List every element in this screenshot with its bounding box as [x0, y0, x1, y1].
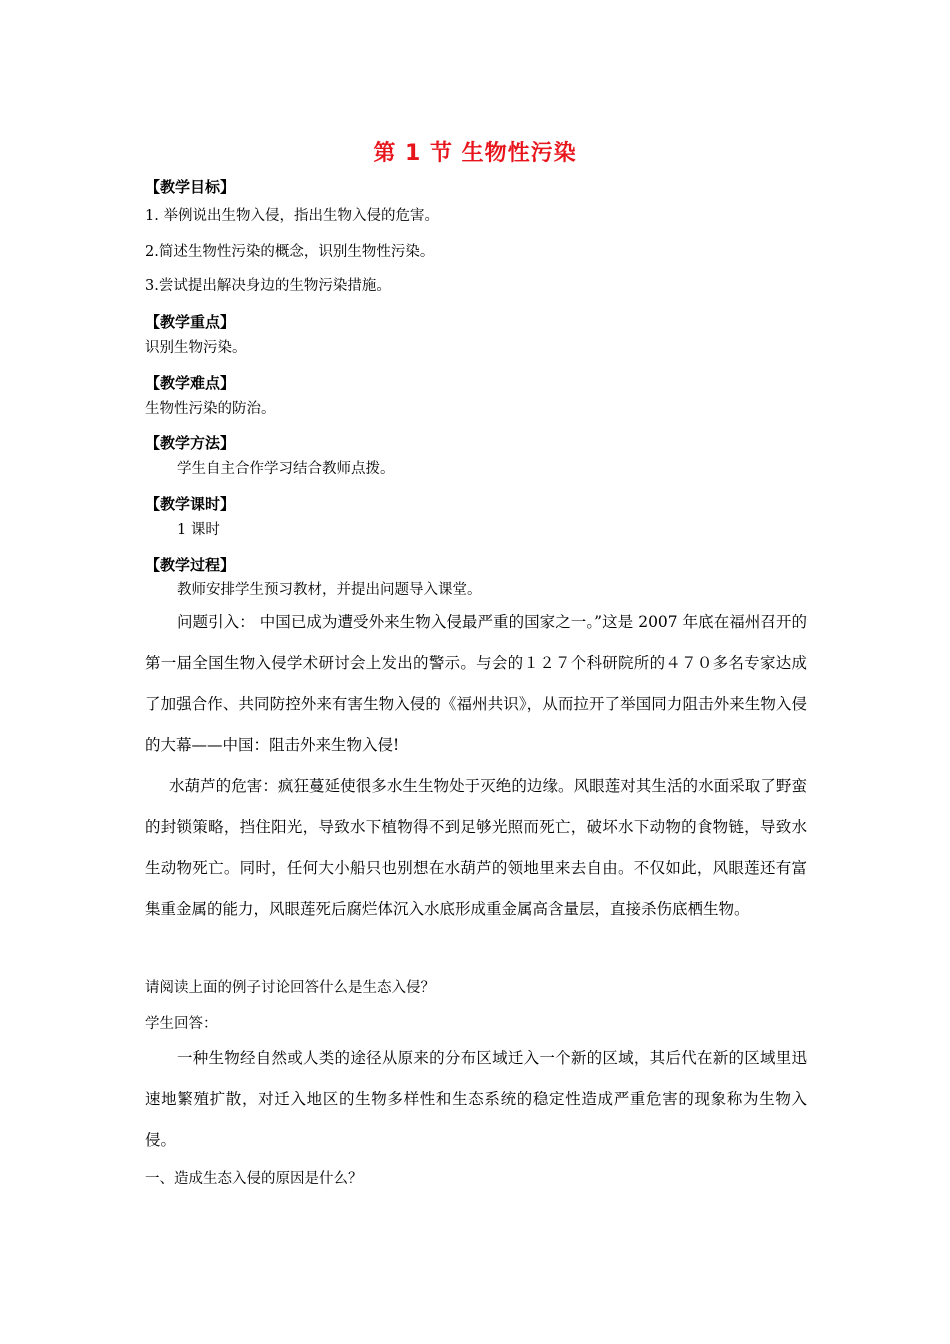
definition-paragraph: 一种生物经自然或人类的途径从原来的分布区域迁入一个新的区域，其后代在新的区域里迅速地繁殖扩散，对迁入地区的生物多样性和生态系统的稳定性造成严重危害的现象称为生物入侵。 [145, 1049, 807, 1149]
process-heading: 【教学过程】 [145, 556, 236, 574]
water-hyacinth-paragraph: 水葫芦的危害：疯狂蔓延使很多水生生物处于灭绝的边缘。风眼莲对其生活的水面采取了野蛮的封锁策略，挡住阳光，导致水下植物得不到足够光照而死亡，破坏水下动物的食物链，导致水生动物死亡。同时，任何大小船只也别想在水葫芦的领地里来去自由。不仅如此，风眼莲还有富集重金属的能力，风眼莲死后腐烂体沉入水底形成重金属高含量层，直接杀伤底栖生物。 [145, 777, 807, 918]
page-title: 第 1 节 生物性污染 [373, 141, 577, 166]
key-points-heading: 【教学重点】 [145, 313, 236, 331]
discussion-question: 请阅读上面的例子讨论回答什么是生态入侵？ [145, 980, 435, 996]
objective-item: 2.简述生物性污染的概念，识别生物性污染。 [145, 244, 435, 260]
difficulty-heading: 【教学难点】 [145, 374, 236, 392]
objectives-heading: 【教学目标】 [145, 178, 236, 196]
key-points-text: 识别生物污染。 [145, 340, 247, 356]
method-text: 学生自主合作学习结合教师点拨。 [177, 461, 395, 477]
student-answer-label: 学生回答： [145, 1016, 218, 1032]
hours-heading: 【教学课时】 [145, 495, 236, 513]
problem-intro-paragraph: 问题引入： 中国已成为遭受外来生物入侵最严重的国家之一。”这是 2007 年底在福州召开的第一届全国生物入侵学术研讨会上发出的警示。与会的１２７个科研院所的４７０多名专家达成了加强合作、共同防控外来有害生物入侵的《福州共识》，从而拉开了举国同力阻击外来生物入侵的大幕——中国：阻击外来生物入侵! [145, 613, 807, 754]
objective-item: 1. 举例说出生物入侵，指出生物入侵的危害。 [145, 208, 439, 224]
section-one-heading: 一、造成生态入侵的原因是什么？ [145, 1171, 363, 1187]
difficulty-text: 生物性污染的防治。 [145, 401, 276, 417]
method-heading: 【教学方法】 [145, 434, 236, 452]
process-intro: 教师安排学生预习教材，并提出问题导入课堂。 [177, 582, 482, 598]
objective-item: 3.尝试提出解决身边的生物污染措施。 [145, 278, 391, 294]
hours-text: 1 课时 [177, 522, 220, 538]
